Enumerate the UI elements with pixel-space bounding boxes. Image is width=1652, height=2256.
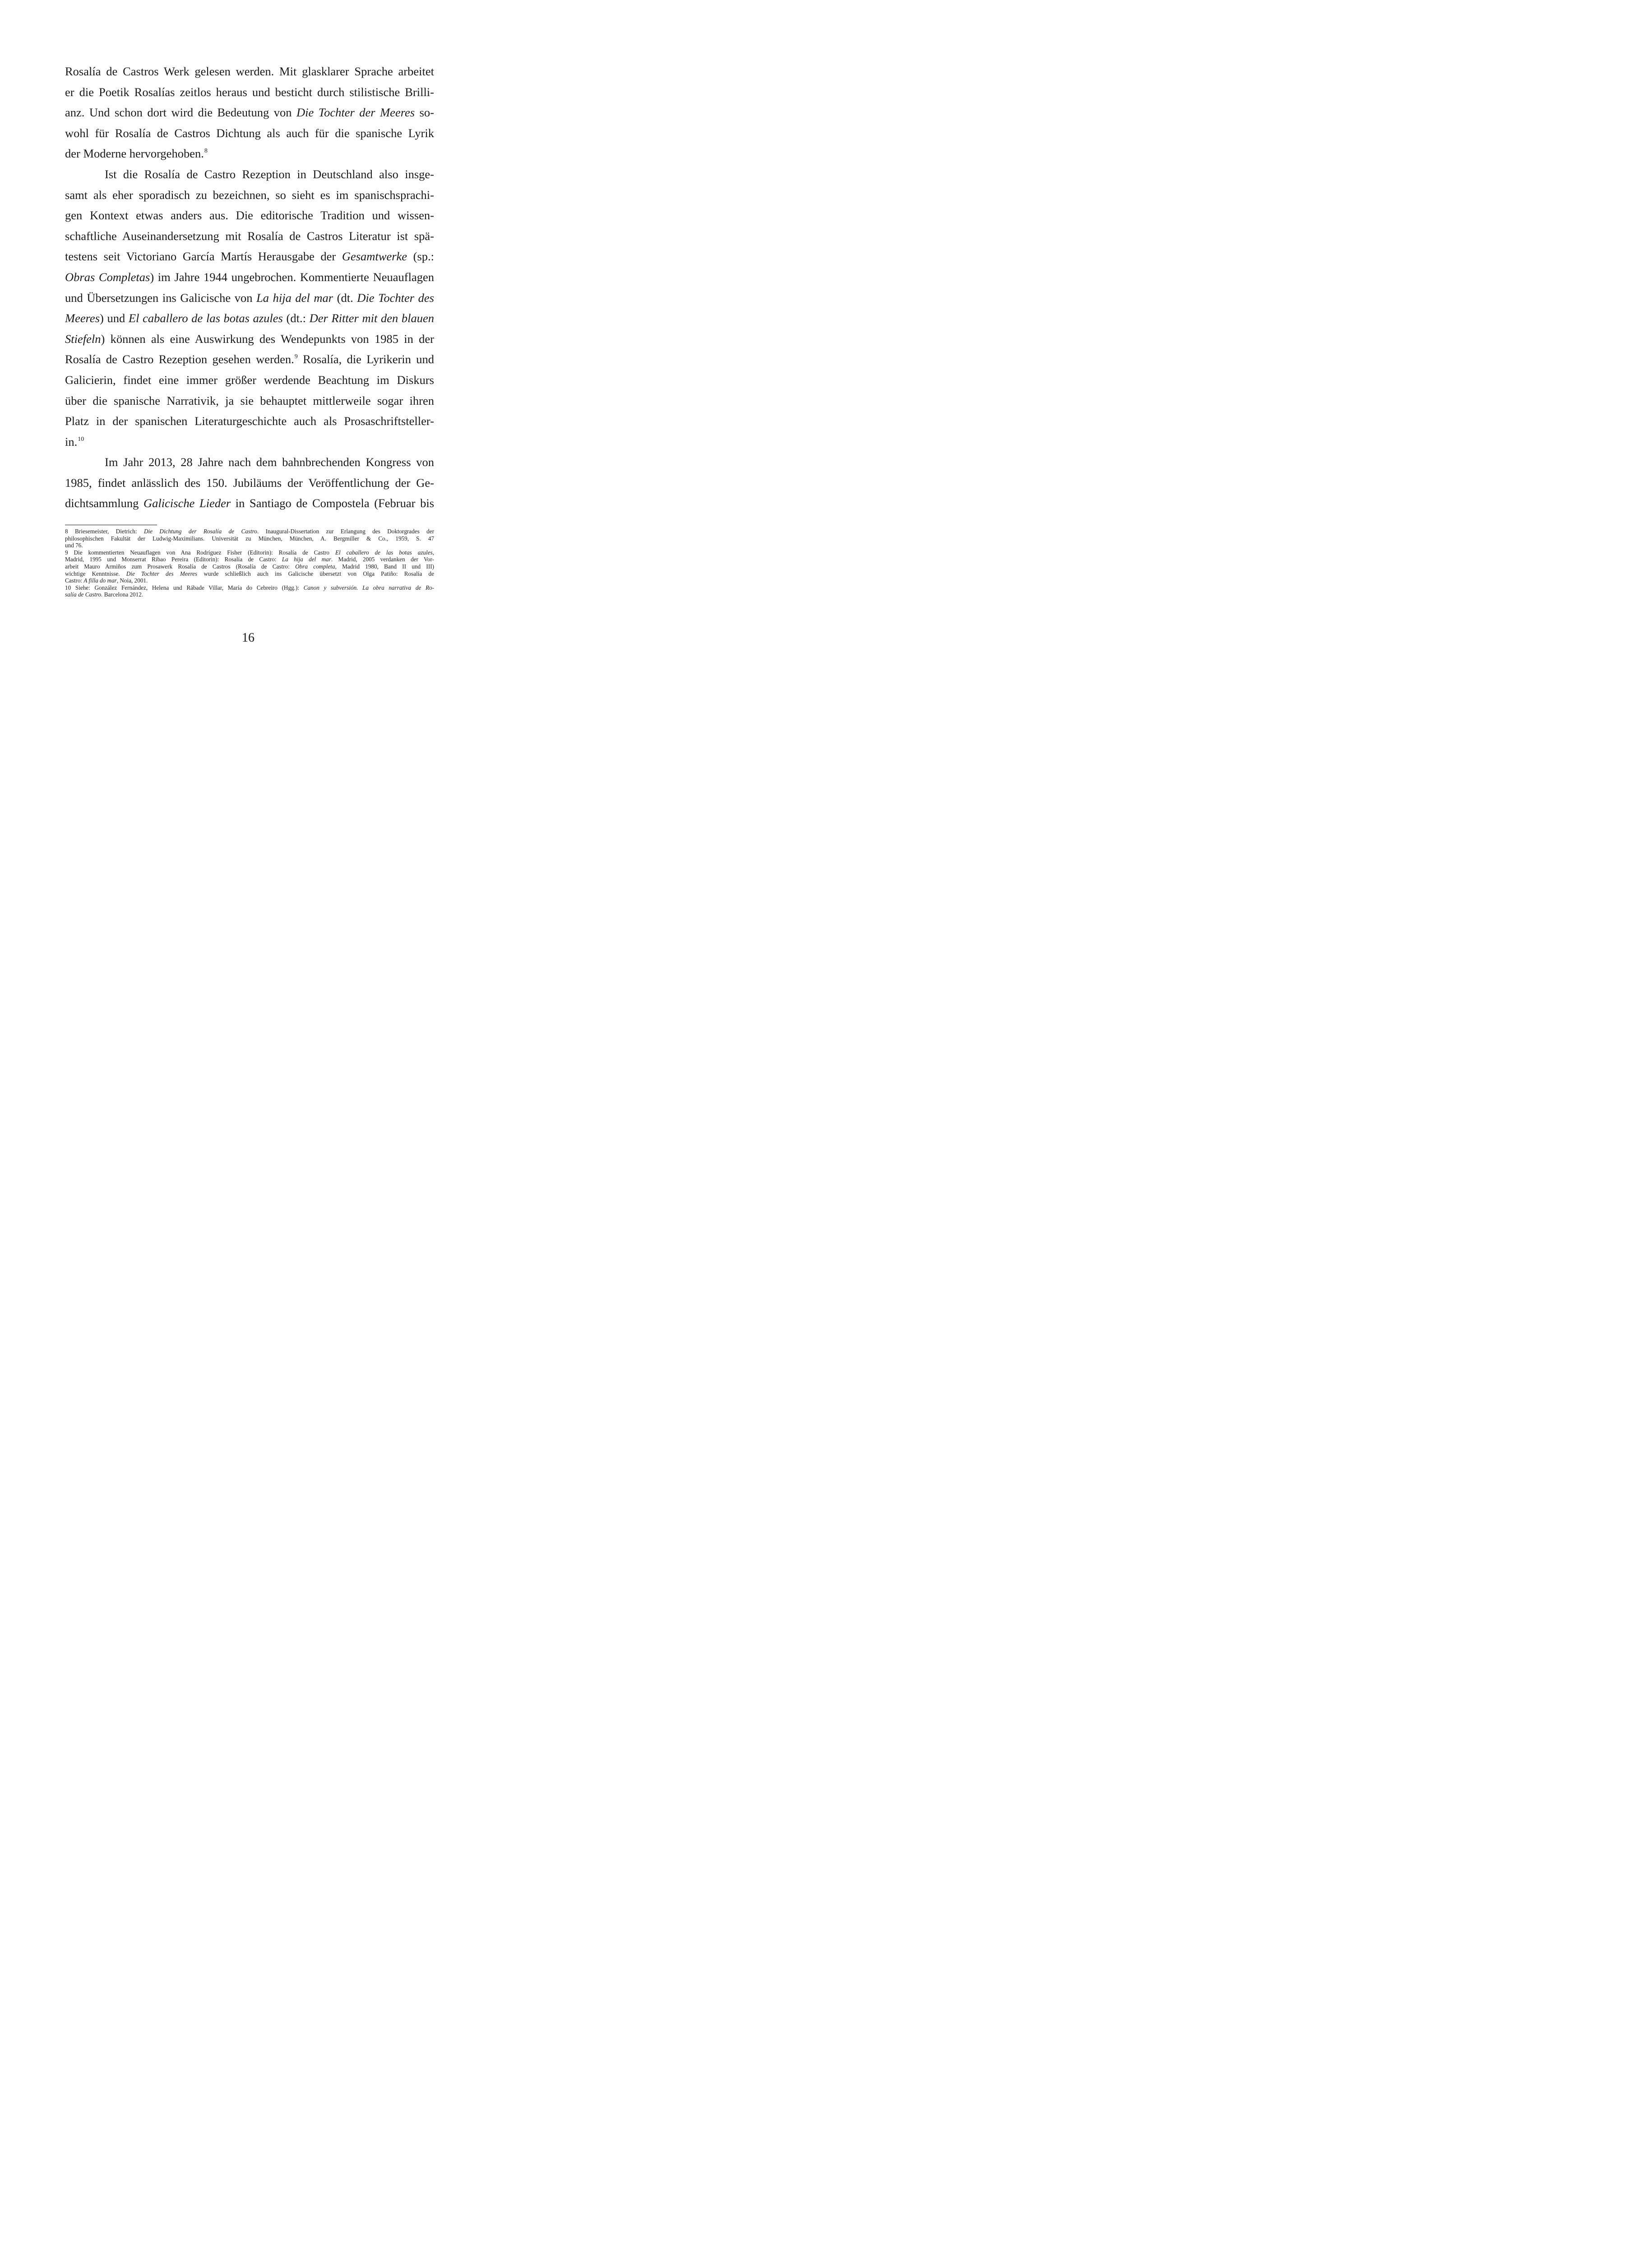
body-line: anz. Und schon dort wird die Bedeutung von Die Tochter der Meeres so- — [65, 106, 434, 120]
footnote-marker-10[interactable]: 10 — [78, 435, 84, 443]
footnote-line: arbeit Mauro Armiños zum Prosawerk Rosalía de Castros (Rosalía de Castro: Obra completa, Madrid 1980, Band II und III) — [65, 563, 434, 570]
work-title: La hija del mar — [282, 556, 331, 563]
body-line: Platz in der spanischen Literaturgeschichte auch als Prosaschriftsteller- — [65, 414, 434, 428]
body-line: Rosalía de Castro Rezeption gesehen werden.$^9$ Rosalía, die Lyrikerin und — [65, 352, 434, 366]
body-line: schaftliche Auseinandersetzung mit Rosalía de Castros Literatur ist spä- — [65, 229, 434, 243]
footnote-marker-9[interactable]: 9 — [294, 353, 298, 361]
work-title: El caballero de las botas azules — [335, 549, 433, 556]
work-title: La hija del mar — [256, 291, 333, 305]
body-line: in.$^{10}$ — [65, 435, 84, 448]
work-title: A filla do mar — [83, 577, 117, 584]
footnote-line: 10 Siehe: González Fernández, Helena und Rábade Villar, María do Cebreiro (Hgg.): Canon y subversión. La obra narrativa de Ro- — [65, 584, 434, 591]
work-title: El caballero de las botas azules — [128, 311, 283, 325]
body-line: Obras Completas) im Jahre 1944 ungebrochen. Kommentierte Neuauflagen — [65, 270, 434, 284]
page-number: 16 — [242, 631, 255, 645]
footnote-line: salía de Castro. Barcelona 2012. — [65, 591, 143, 598]
footnote-line: 8 Briesemeister, Dietrich: Die Dichtung der Rosalía de Castro. Inaugural-Dissertation zur Erlangung des Doktorgrades der — [65, 528, 434, 535]
work-title: Galicische Lieder — [143, 496, 231, 510]
body-line: über die spanische Narrativik, ja sie behauptet mittlerweile sogar ihren — [65, 393, 434, 407]
body-line: Rosalía de Castros Werk gelesen werden. Mit glasklarer Sprache arbeitet — [65, 65, 434, 78]
work-title: Die Dichtung der Rosalía de Castro — [143, 528, 257, 535]
body-line: gen Kontext etwas anders aus. Die editorische Tradition und wissen- — [65, 208, 434, 222]
body-line: wohl für Rosalía de Castros Dichtung als auch für die spanische Lyrik — [65, 126, 434, 140]
body-line: samt als eher sporadisch zu bezeichnen, so sieht es im spanischsprachi- — [65, 188, 434, 202]
footnote-line: Madrid, 1995 und Monserrat Ribao Pereira (Editorin): Rosalía de Castro: La hija del mar. Madrid, 2005 verdanken der Vor- — [65, 556, 434, 563]
body-line: er die Poetik Rosalías zeitlos heraus und besticht durch stilistische Brilli- — [65, 85, 434, 99]
work-title: Stiefeln — [65, 332, 101, 346]
footnote-line: philosophischen Fakultät der Ludwig-Maximilians. Universität zu München, München, A. Bergmiller & Co., 1959, S. 47 — [65, 535, 434, 542]
footnote-marker-8[interactable]: 8 — [204, 148, 208, 155]
work-title: Obra completa — [295, 563, 335, 570]
work-title: Der Ritter mit den blauen — [309, 311, 434, 325]
work-title: Die Tochter des Meeres — [126, 570, 198, 577]
work-title: Gesamtwerke — [342, 250, 407, 264]
work-title: Die Tochter des — [357, 291, 434, 305]
work-title: Die Tochter der Meeres — [296, 106, 415, 120]
body-line: Meeres) und El caballero de las botas azules (dt.: Der Ritter mit den blauen — [65, 311, 434, 325]
body-text — [65, 61, 434, 514]
body-line: dichtsammlung Galicische Lieder in Santiago de Compostela (Februar bis — [65, 496, 434, 510]
body-line: Ist die Rosalía de Castro Rezeption in Deutschland also insge- — [105, 167, 434, 181]
document-page — [0, 0, 496, 704]
footnote-line: Castro: A filla do mar, Noia, 2001. — [65, 577, 148, 584]
work-title: Canon y subversión. La obra narrativa de Ro- — [303, 584, 434, 591]
work-title: Obras Completas — [65, 270, 150, 284]
work-title: salía de Castro. — [65, 591, 103, 598]
body-line: 1985, findet anlässlich des 150. Jubiläums der Veröffentlichung der Ge- — [65, 476, 434, 490]
footnote-line: 9 Die kommentierten Neuauflagen von Ana Rodríguez Fisher (Editorin): Rosalía de Castro El caballero de las botas azules, — [65, 549, 434, 556]
body-line: Im Jahr 2013, 28 Jahre nach dem bahnbrechenden Kongress von — [105, 455, 434, 469]
body-line: testens seit Victoriano García Martís Herausgabe der Gesamtwerke (sp.: — [65, 250, 434, 264]
body-line: Galicierin, findet eine immer größer werdende Beachtung im Diskurs — [65, 373, 434, 387]
body-line: Stiefeln) können als eine Auswirkung des Wendepunkts von 1985 in der — [65, 332, 434, 346]
footnote-line: und 76. — [65, 542, 83, 549]
body-line: und Übersetzungen ins Galicische von La hija del mar (dt. Die Tochter des — [65, 291, 434, 305]
body-line: der Moderne hervorgehoben.$^8$ — [65, 147, 208, 161]
work-title: Meeres — [65, 311, 100, 325]
footnotes — [65, 528, 434, 598]
footnote-line: wichtige Kenntnisse. Die Tochter des Meeres wurde schließlich auch ins Galicische übersetzt von Olga Patiño: Rosalía de — [65, 570, 434, 577]
